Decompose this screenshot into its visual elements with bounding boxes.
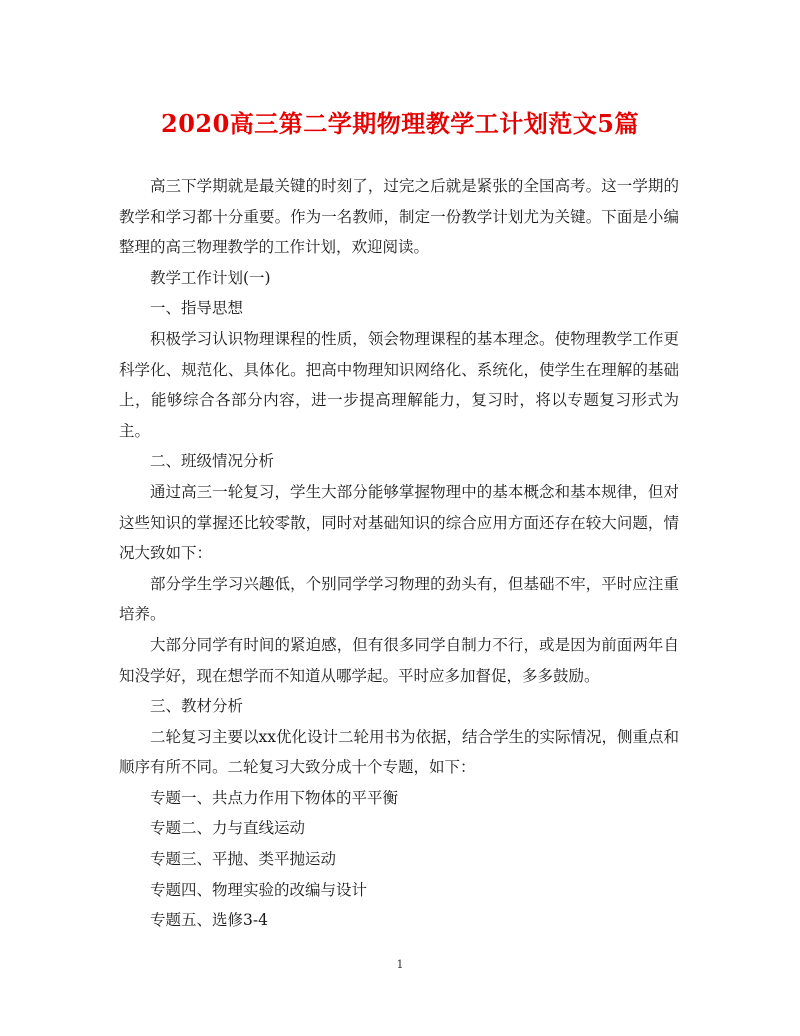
- topic-item-4: 专题四、物理实验的改编与设计: [150, 880, 368, 899]
- topic-item-1: 专题一、共点力作用下物体的平平衡: [150, 788, 399, 807]
- section-heading-class-analysis: 二、班级情况分析: [150, 452, 275, 471]
- textbook-analysis-paragraph: 二轮复习主要以xx优化设计二轮用书为依据，结合学生的实际情况，侧重点和顺序有所不同。二轮复习大致分成十个专题，如下：: [119, 727, 679, 777]
- intro-paragraph: 高三下学期就是最关键的时刻了，过完之后就是紧张的全国高考。这一学期的教学和学习都十分重要。作为一名教师，制定一份教学计划尤为关键。下面是小编整理的高三物理教学的工作计划，欢迎阅读。: [119, 177, 679, 257]
- page-number: 1: [396, 958, 404, 971]
- document-body: [119, 171, 679, 936]
- document-title: 2020高三第二学期物理教学工计划范文5篇: [161, 109, 639, 138]
- section-heading-guiding-thought: 一、指导思想: [150, 299, 244, 318]
- guiding-thought-paragraph: 积极学习认识物理课程的性质，领会物理课程的基本理念。使物理教学工作更科学化、规范化、具体化。把高中物理知识网络化、系统化，使学生在理解的基础上，能够综合各部分内容，进一步提高理解能力，复习时，将以专题复习形式为主。: [119, 329, 679, 440]
- topic-item-5: 专题五、选修3-4: [150, 911, 268, 930]
- class-analysis-point-2: 大部分同学有时间的紧迫感，但有很多同学自制力不行，或是因为前面两年自知没学好，现在想学而不知道从哪学起。平时应多加督促，多多鼓励。: [119, 635, 679, 685]
- class-analysis-paragraph: 通过高三一轮复习，学生大部分能够掌握物理中的基本概念和基本规律，但对这些知识的掌握还比较零散，同时对基础知识的综合应用方面还存在较大问题，情况大致如下：: [119, 482, 679, 563]
- section-heading-textbook-analysis: 三、教材分析: [150, 697, 244, 716]
- plan-heading: 教学工作计划(一): [150, 268, 271, 287]
- class-analysis-point-1: 部分学生学习兴趣低，个别同学学习物理的劲头有，但基础不牢，平时应注重培养。: [119, 574, 679, 624]
- topic-item-3: 专题三、平抛、类平抛运动: [150, 850, 337, 869]
- topic-item-2: 专题二、力与直线运动: [150, 819, 306, 838]
